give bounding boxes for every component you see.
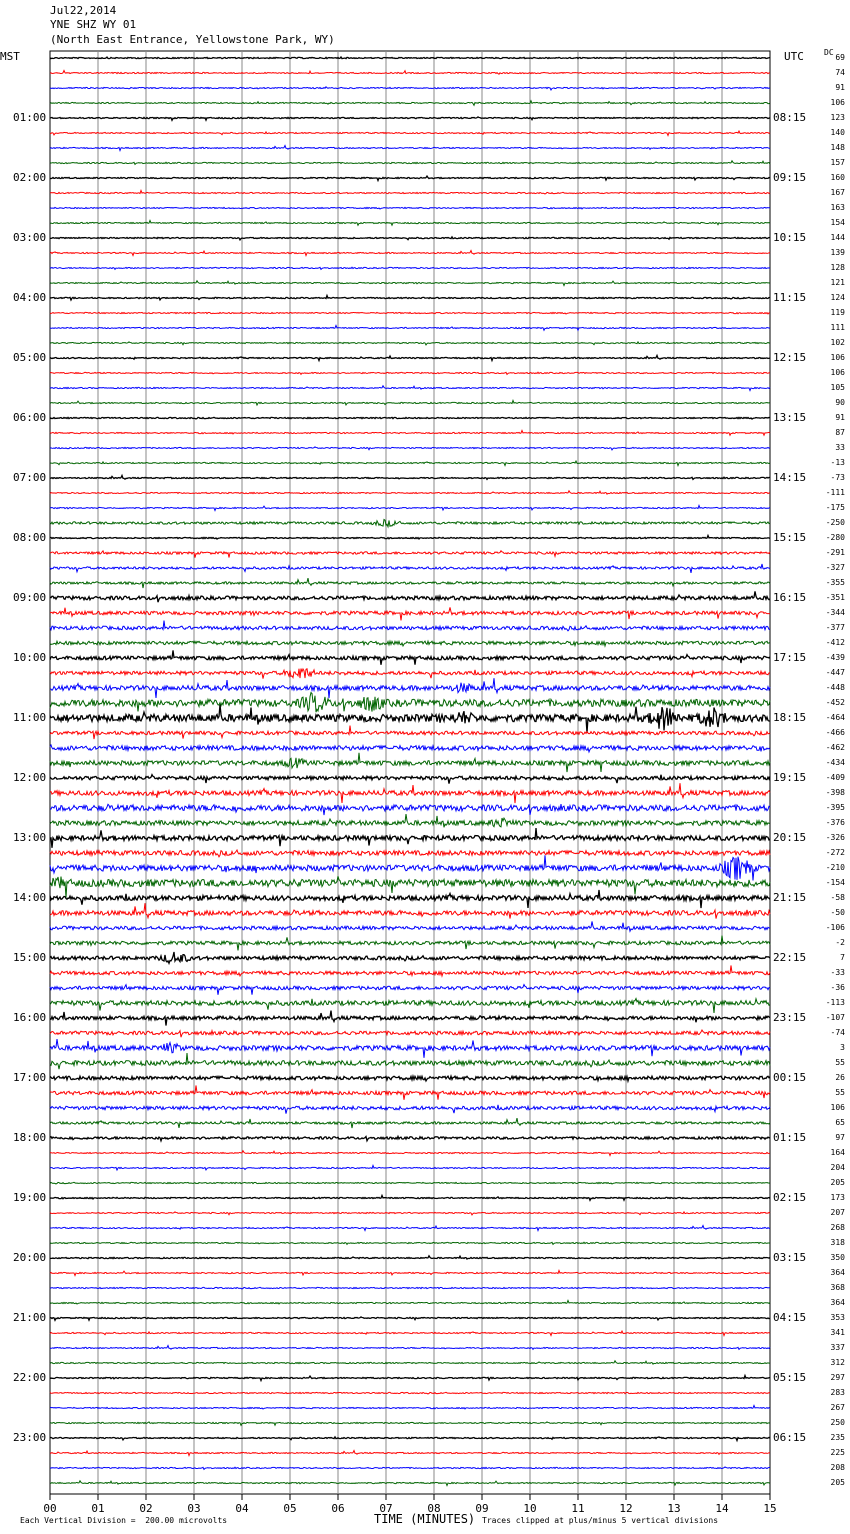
utc-hour-label: 19:15 [773,771,807,784]
seismic-trace [50,1166,770,1171]
dc-offset-label: 144 [830,233,845,242]
seismic-trace [50,1053,770,1069]
dc-offset-label: 250 [830,1418,845,1427]
x-tick-label: 04 [235,1502,249,1515]
seismic-trace [50,1406,770,1410]
seismic-trace [50,431,770,436]
x-tick-label: 06 [331,1502,345,1515]
seismic-trace [50,1039,770,1058]
seismic-trace [50,176,770,180]
seismic-trace [50,965,770,976]
dc-offset-label: 121 [830,278,845,287]
x-tick-label: 05 [283,1502,297,1515]
dc-offset-label: 128 [830,263,845,272]
seismic-trace [50,1331,770,1336]
seismic-trace [50,1451,770,1456]
mst-hour-label: 17:00 [13,1071,47,1084]
seismic-trace [50,1392,770,1394]
footer-right: Traces clipped at plus/minus 5 vertical divisions [482,1516,719,1525]
seismic-trace [50,71,770,75]
seismic-trace [50,607,770,620]
seismic-trace [50,1182,770,1184]
seismic-trace [50,745,770,752]
dc-offset-label: -448 [825,683,845,692]
mst-hour-label: 01:00 [13,111,47,124]
seismic-trace [50,890,770,908]
seismic-trace [50,1256,770,1259]
dc-offset-label: -466 [825,728,845,737]
seismic-trace [50,952,770,963]
mst-hour-label: 11:00 [13,711,47,724]
dc-offset-label: -250 [825,518,845,527]
x-tick-label: 13 [667,1502,681,1515]
mst-hour-label: 05:00 [13,351,47,364]
dc-offset-label: 7 [840,953,845,962]
x-tick-label: 02 [139,1502,153,1515]
seismic-trace [50,1271,770,1276]
seismic-trace [50,1196,770,1201]
seismic-trace [50,237,770,240]
dc-offset-label: 312 [830,1358,845,1367]
seismic-trace [50,207,770,209]
x-tick-label: 12 [619,1502,633,1515]
dc-offset-label: 140 [830,128,845,137]
dc-offset-label: 91 [835,413,845,422]
utc-hour-label: 02:15 [773,1191,807,1204]
seismic-trace [50,678,770,698]
seismic-trace [50,564,770,573]
utc-hour-label: 10:15 [773,231,807,244]
seismic-trace [50,669,770,679]
seismic-trace [50,1118,770,1128]
seismic-trace [50,447,770,450]
seismic-trace [50,999,770,1013]
mst-hour-label: 04:00 [13,291,47,304]
dc-offset-label: -73 [830,473,845,482]
mst-label: MST [0,50,20,63]
seismic-trace [50,401,770,406]
utc-hour-label: 01:15 [773,1131,807,1144]
x-tick-label: 03 [187,1502,201,1515]
seismic-trace [50,326,770,331]
dc-offset-label: 105 [830,383,845,392]
dc-offset-label: -452 [825,698,845,707]
seismic-trace [50,417,770,419]
seismic-trace [50,921,770,931]
dc-offset-label: -210 [825,863,845,872]
dc-offset-label: 3 [840,1043,845,1052]
seismic-trace [50,191,770,194]
seismic-trace [50,342,770,345]
seismic-trace [50,536,770,540]
dc-offset-label: 106 [830,368,845,377]
dc-offset-label: -13 [830,458,845,467]
dc-offset-label: 119 [830,308,845,317]
seismic-trace [50,1030,770,1037]
dc-offset-label: -33 [830,968,845,977]
dc-offset-label: -351 [825,593,845,602]
dc-offset-label: 163 [830,203,845,212]
seismic-trace [50,1376,770,1381]
header-station: YNE SHZ WY 01 [50,18,137,31]
seismic-trace [50,296,770,301]
mst-hour-label: 14:00 [13,891,47,904]
seismic-trace [50,783,770,803]
seismic-trace [50,131,770,136]
seismic-trace [50,161,770,165]
seismic-trace [50,578,770,588]
x-tick-label: 09 [475,1502,489,1515]
dc-offset-label: 90 [835,398,845,407]
dc-offset-label: -74 [830,1028,845,1037]
seismic-trace [50,1226,770,1231]
seismic-trace [50,1467,770,1469]
seismic-trace [50,491,770,494]
dc-offset-label: -344 [825,608,845,617]
seismic-trace [50,506,770,511]
seismic-trace [50,903,770,918]
seismic-trace [50,1151,770,1156]
seismic-trace [50,936,770,951]
mst-hour-label: 08:00 [13,531,47,544]
seismic-trace [50,828,770,848]
dc-offset-label: -291 [825,548,845,557]
dc-offset-label: -412 [825,638,845,647]
x-tick-label: 10 [523,1502,537,1515]
x-tick-label: 14 [715,1502,729,1515]
dc-offset-label: 283 [830,1388,845,1397]
dc-offset-label: 97 [835,1133,845,1142]
dc-offset-label: -395 [825,803,845,812]
seismic-trace [50,1076,770,1081]
dc-offset-label: -113 [825,998,845,1007]
dc-offset-label: 106 [830,98,845,107]
seismic-trace [50,1317,770,1320]
dc-offset-label: 364 [830,1268,845,1277]
dc-offset-label: 368 [830,1283,845,1292]
seismic-trace [50,1287,770,1289]
seismic-trace [50,312,770,314]
mst-hour-label: 06:00 [13,411,47,424]
dc-offset-label: -111 [825,488,845,497]
seismic-trace [50,101,770,106]
dc-offset-label: 167 [830,188,845,197]
mst-hour-label: 02:00 [13,171,47,184]
seismic-trace [50,146,770,151]
mst-hour-label: 23:00 [13,1431,47,1444]
dc-offset-label: 55 [835,1058,845,1067]
seismic-trace [50,551,770,558]
seismic-trace [50,1346,770,1350]
dc-offset-label: 26 [835,1073,845,1082]
dc-offset-label: -58 [830,893,845,902]
dc-offset-label: 173 [830,1193,845,1202]
dc-offset-label: 111 [830,323,845,332]
mst-hour-label: 18:00 [13,1131,47,1144]
seismic-trace [50,57,770,59]
seismic-trace [50,641,770,646]
x-tick-label: 11 [571,1502,585,1515]
utc-hour-label: 20:15 [773,831,807,844]
dc-offset-label: 55 [835,1088,845,1097]
dc-offset-label: 297 [830,1373,845,1382]
utc-hour-label: 11:15 [773,291,807,304]
dc-offset-label: -36 [830,983,845,992]
seismic-trace [50,985,770,995]
seismic-trace [50,726,770,740]
dc-offset-label: 33 [835,443,845,452]
dc-offset-label: 164 [830,1148,845,1157]
seismic-trace [50,804,770,815]
dc-offset-label: 205 [830,1178,845,1187]
seismic-trace [50,1085,770,1099]
seismic-trace [50,850,770,857]
dc-offset-label: 160 [830,173,845,182]
dc-offset-label: -447 [825,668,845,677]
dc-offset-label: -398 [825,788,845,797]
dc-offset-label: -280 [825,533,845,542]
dc-label: DC [824,48,834,57]
seismic-trace [50,814,770,827]
dc-offset-label: 87 [835,428,845,437]
header-location: (North East Entrance, Yellowstone Park, WY) [50,33,335,46]
dc-offset-label: 106 [830,1103,845,1112]
seismic-trace [50,1481,770,1486]
mst-hour-label: 13:00 [13,831,47,844]
dc-offset-label: -327 [825,563,845,572]
mst-hour-label: 15:00 [13,951,47,964]
seismic-trace [50,855,770,880]
mst-hour-label: 16:00 [13,1011,47,1024]
dc-offset-label: 69 [835,53,845,62]
seismic-trace [50,221,770,226]
dc-offset-label: 337 [830,1343,845,1352]
x-tick-label: 01 [91,1502,105,1515]
mst-hour-label: 22:00 [13,1371,47,1384]
seismic-trace [50,1361,770,1364]
utc-hour-label: 22:15 [773,951,807,964]
dc-offset-label: 205 [830,1478,845,1487]
seismic-trace [50,1105,770,1114]
seismic-trace [50,775,770,784]
seismic-trace [50,591,770,602]
dc-offset-label: 208 [830,1463,845,1472]
dc-offset-label: 207 [830,1208,845,1217]
seismic-trace [50,87,770,90]
x-tick-label: 07 [379,1502,393,1515]
utc-hour-label: 09:15 [773,171,807,184]
seismic-trace [50,267,770,269]
seismic-trace [50,621,770,631]
dc-offset-label: -439 [825,653,845,662]
utc-hour-label: 04:15 [773,1311,807,1324]
dc-offset-label: 204 [830,1163,845,1172]
dc-offset-label: 154 [830,218,845,227]
dc-offset-label: -377 [825,623,845,632]
seismic-trace [50,1422,770,1425]
utc-hour-label: 23:15 [773,1011,807,1024]
mst-hour-label: 20:00 [13,1251,47,1264]
dc-offset-label: 353 [830,1313,845,1322]
x-tick-label: 00 [43,1502,57,1515]
utc-hour-label: 00:15 [773,1071,807,1084]
dc-offset-label: -50 [830,908,845,917]
dc-offset-label: 74 [835,68,845,77]
dc-offset-label: 235 [830,1433,845,1442]
utc-hour-label: 16:15 [773,591,807,604]
mst-hour-label: 19:00 [13,1191,47,1204]
seismic-trace [50,1212,770,1215]
mst-hour-label: 21:00 [13,1311,47,1324]
dc-offset-label: 106 [830,353,845,362]
dc-offset-label: -154 [825,878,845,887]
mst-hour-label: 09:00 [13,591,47,604]
utc-hour-label: 18:15 [773,711,807,724]
mst-hour-label: 10:00 [13,651,47,664]
utc-hour-label: 03:15 [773,1251,807,1264]
dc-offset-label: 268 [830,1223,845,1232]
dc-offset-label: -107 [825,1013,845,1022]
mst-hour-label: 12:00 [13,771,47,784]
seismic-trace [50,1011,770,1026]
dc-offset-label: -355 [825,578,845,587]
seismic-trace [50,1242,770,1244]
seismic-trace [50,476,770,480]
seismic-trace [50,281,770,286]
mst-hour-label: 07:00 [13,471,47,484]
dc-offset-label: 225 [830,1448,845,1457]
seismic-trace [50,705,770,733]
utc-hour-label: 06:15 [773,1431,807,1444]
dc-offset-label: -409 [825,773,845,782]
seismic-trace [50,251,770,256]
x-axis-label: TIME (MINUTES) [374,1512,476,1526]
seismic-trace [50,1437,770,1441]
dc-offset-label: 364 [830,1298,845,1307]
dc-offset-label: 318 [830,1238,845,1247]
dc-offset-label: 267 [830,1403,845,1412]
seismic-trace [50,520,770,527]
utc-label: UTC [784,50,804,63]
seismic-trace [50,386,770,391]
dc-offset-label: -2 [835,938,845,947]
utc-hour-label: 08:15 [773,111,807,124]
dc-offset-label: -175 [825,503,845,512]
dc-offset-label: -272 [825,848,845,857]
dc-offset-label: 102 [830,338,845,347]
seismic-trace [50,1301,770,1305]
dc-offset-label: 124 [830,293,845,302]
header-date: Jul22,2014 [50,4,117,17]
seismic-trace [50,356,770,361]
utc-hour-label: 21:15 [773,891,807,904]
dc-offset-label: -434 [825,758,845,767]
seismic-trace [50,372,770,374]
seismic-trace [50,650,770,664]
dc-offset-label: 91 [835,83,845,92]
utc-hour-label: 12:15 [773,351,807,364]
utc-hour-label: 14:15 [773,471,807,484]
dc-offset-label: 341 [830,1328,845,1337]
seismic-trace [50,1136,770,1140]
seismic-trace [50,117,770,120]
dc-offset-label: -376 [825,818,845,827]
dc-offset-label: -464 [825,713,845,722]
utc-hour-label: 05:15 [773,1371,807,1384]
x-tick-label: 15 [763,1502,777,1515]
x-tick-label: 08 [427,1502,441,1515]
footer-left: Each Vertical Division = 200.00 microvolts [20,1516,228,1525]
dc-offset-label: 139 [830,248,845,257]
mst-hour-label: 03:00 [13,231,47,244]
dc-offset-label: 157 [830,158,845,167]
dc-offset-label: 148 [830,143,845,152]
utc-hour-label: 15:15 [773,531,807,544]
dc-offset-label: -106 [825,923,845,932]
seismic-trace [50,461,770,466]
seismic-trace [50,753,770,772]
dc-offset-label: 123 [830,113,845,122]
dc-offset-label: 65 [835,1118,845,1127]
dc-offset-label: 350 [830,1253,845,1262]
dc-offset-label: -462 [825,743,845,752]
dc-offset-label: -326 [825,833,845,842]
utc-hour-label: 17:15 [773,651,807,664]
seismic-trace [50,876,770,898]
utc-hour-label: 13:15 [773,411,807,424]
